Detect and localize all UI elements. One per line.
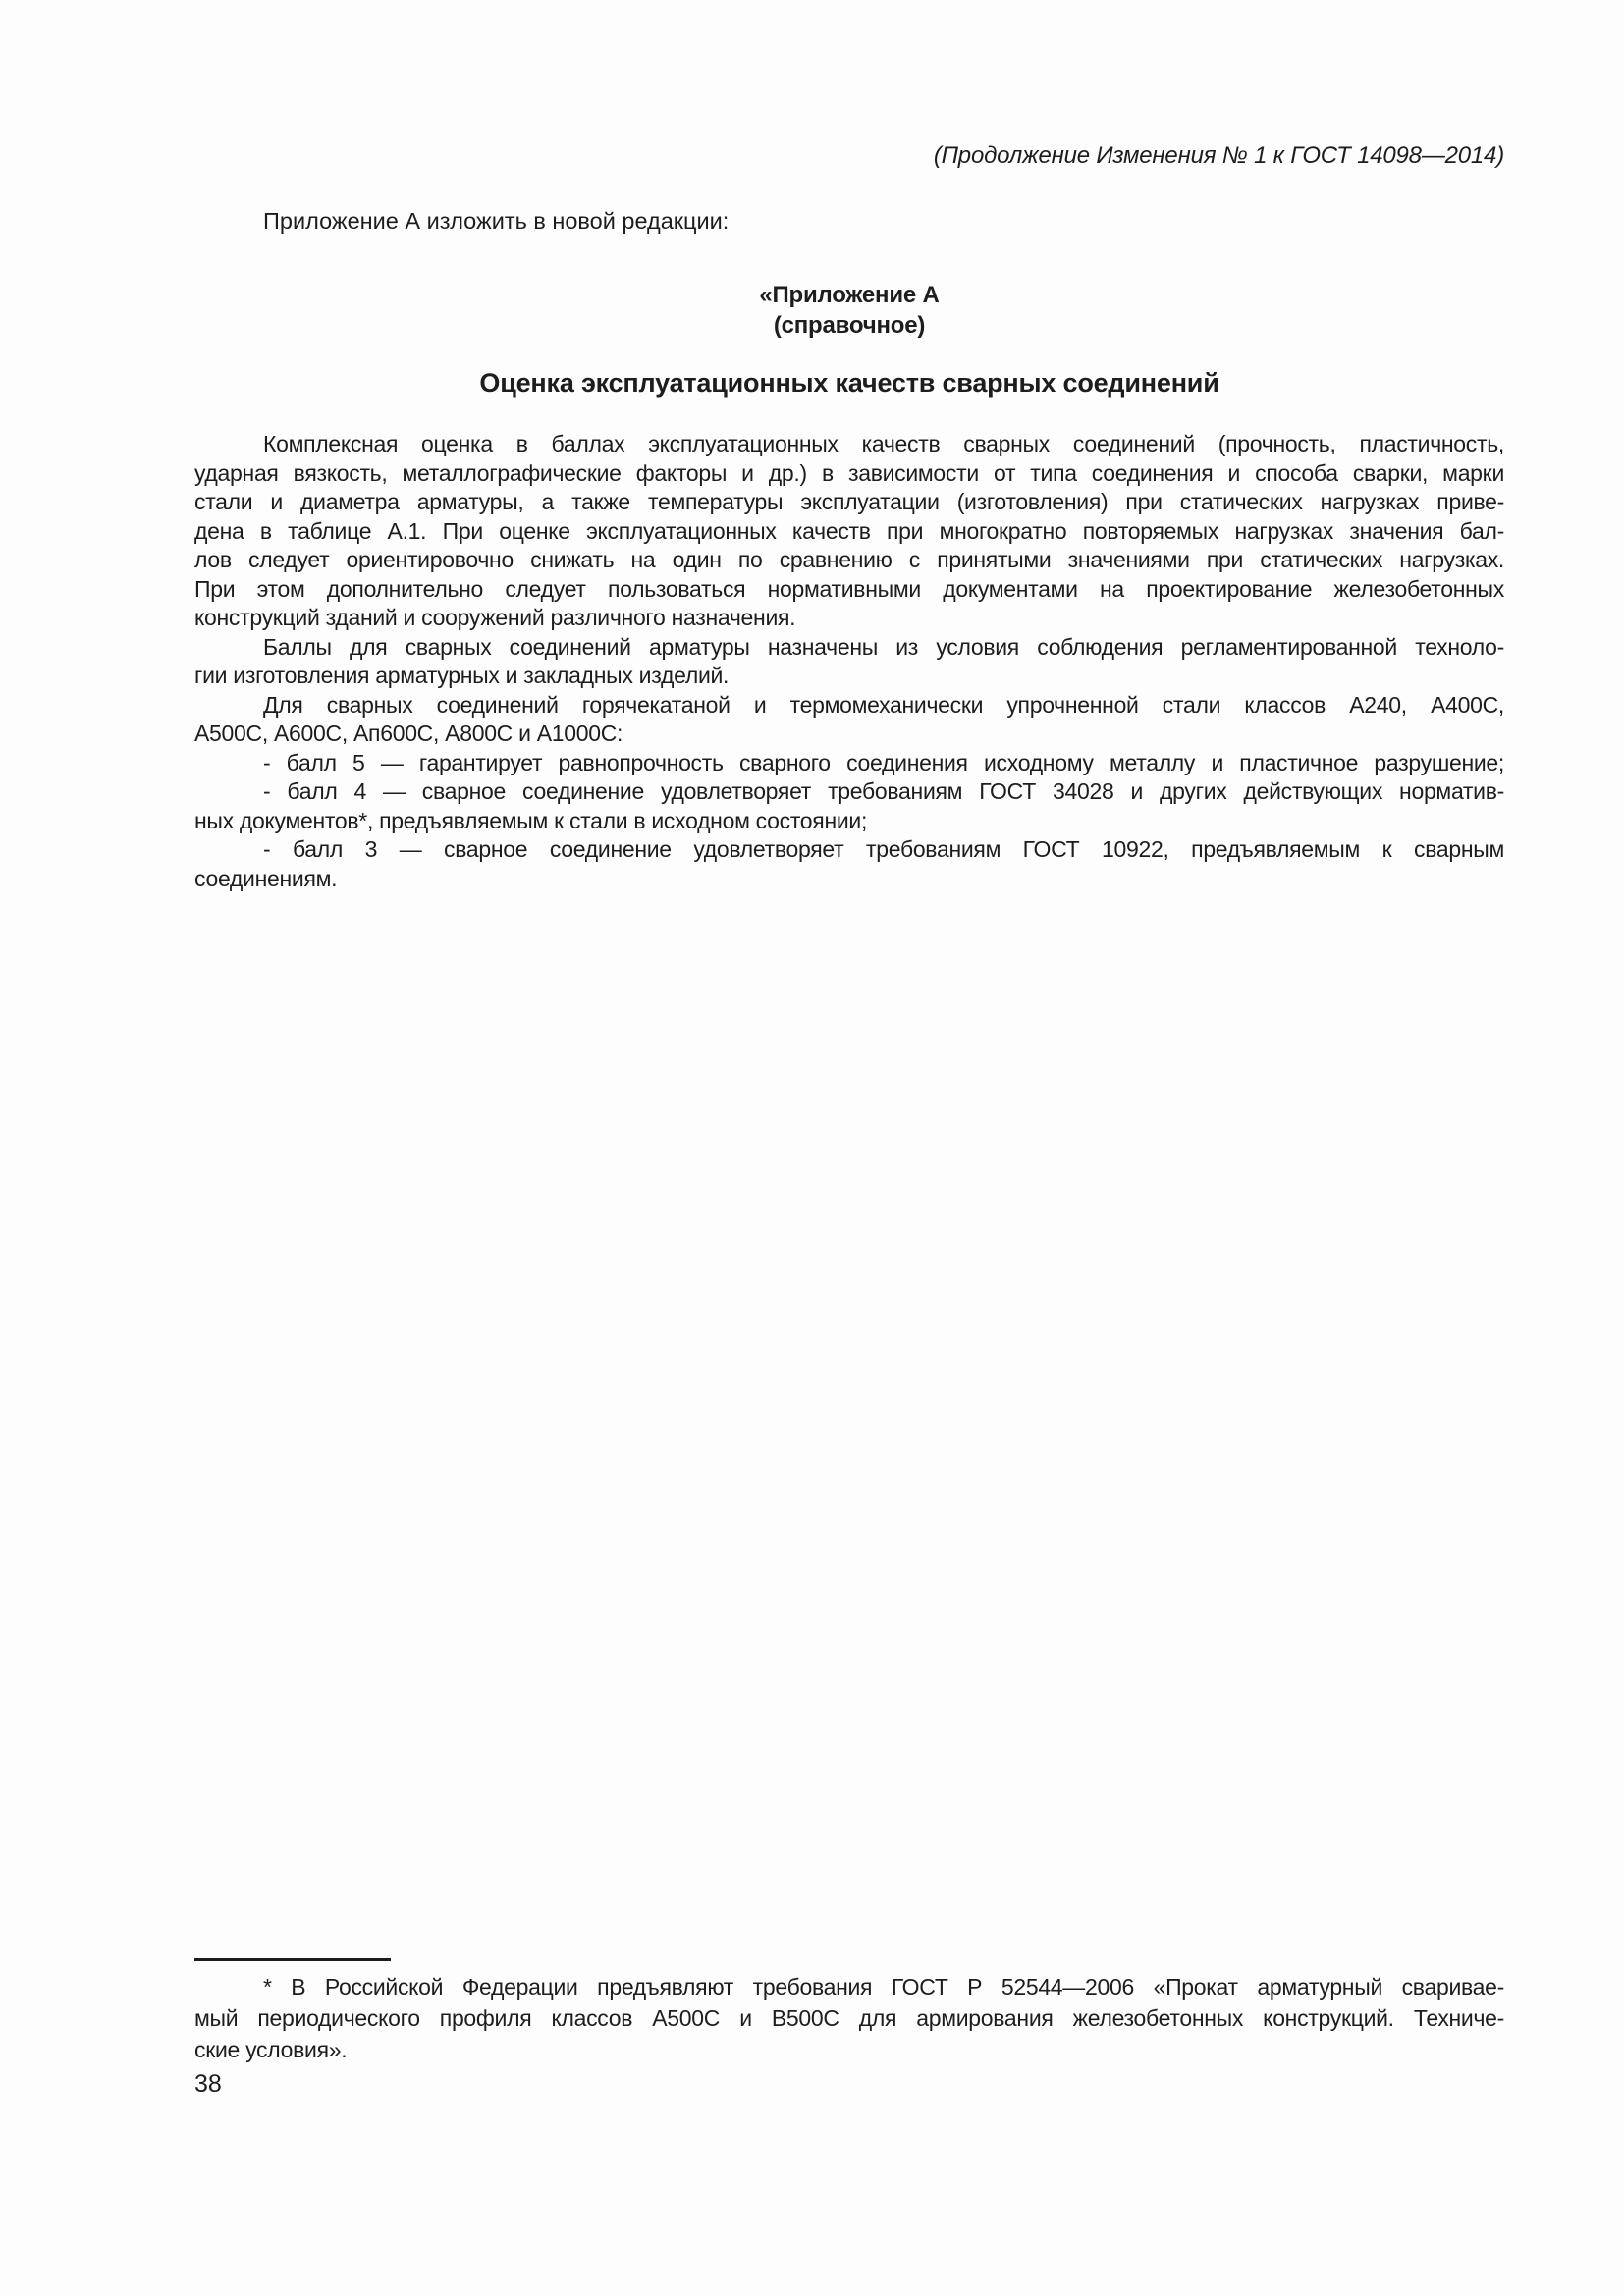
text-line: * В Российской Федерации предъявляют требования ГОСТ Р 52544—2006 «Прокат арматурный сваривае- bbox=[263, 1974, 1504, 2000]
text-line: Для сварных соединений горячекатаной и термомеханически упрочненной стали классов А240, А400С, bbox=[263, 691, 1504, 718]
text-line: ские условия». bbox=[194, 2037, 348, 2062]
text-line: гии изготовления арматурных и закладных изделий. bbox=[194, 663, 730, 688]
text-line: - балл 4 — сварное соединение удовлетворяет требованиям ГОСТ 34028 и других действующих норматив- bbox=[263, 778, 1504, 804]
section-title: Оценка эксплуатационных качеств сварных соединений bbox=[479, 368, 1219, 398]
intro-paragraph: Приложение А изложить в новой редакции: bbox=[263, 208, 730, 234]
text-line: мый периодического профиля классов А500С и В500С для армирования железобетонных конструкций. Техниче- bbox=[194, 2005, 1504, 2031]
text-line: При этом дополнительно следует пользоваться нормативными документами на проектирование железобетонных bbox=[194, 575, 1504, 602]
appendix-subheading: (справочное) bbox=[773, 312, 926, 339]
text-line: Комплексная оценка в баллах эксплуатационных качеств сварных соединений (прочность, пластичность, bbox=[263, 431, 1504, 456]
text-line: Баллы для сварных соединений арматуры назначены из условия соблюдения регламентированной техноло- bbox=[263, 633, 1504, 660]
text-line: ударная вязкость, металлографические факторы и др.) в зависимости от типа соединения и способа сварки, марки bbox=[194, 459, 1504, 486]
text-line: дена в таблице А.1. При оценке эксплуатационных качеств при многократно повторяемых нагрузках значения бал- bbox=[194, 517, 1504, 544]
header-note: (Продолжение Изменения № 1 к ГОСТ 14098—2014) bbox=[933, 142, 1504, 169]
text-line: - балл 3 — сварное соединение удовлетворяет требованиям ГОСТ 10922, предъявляемым к сварным bbox=[263, 836, 1504, 862]
text-line: - балл 5 — гарантирует равнопрочность сварного соединения исходному металлу и пластичное разрушение; bbox=[263, 749, 1504, 775]
text-line: соединениям. bbox=[194, 865, 338, 891]
footnote-divider bbox=[194, 1958, 391, 1961]
text-line: лов следует ориентировочно снижать на один по сравнению с принятыми значениями при статических нагрузках. bbox=[194, 547, 1504, 572]
body-text bbox=[194, 430, 1504, 893]
text-line: конструкций зданий и сооружений различного назначения. bbox=[194, 605, 796, 630]
text-line: ных документов*, предъявляемым к стали в исходном состоянии; bbox=[194, 807, 868, 833]
appendix-heading: «Приложение А bbox=[759, 282, 940, 308]
text-line: стали и диаметра арматуры, а также температуры эксплуатации (изготовления) при статических нагрузках приве- bbox=[194, 489, 1504, 514]
footnote-text bbox=[194, 1971, 1504, 2065]
text-line: А500С, А600С, Ап600С, А800С и А1000С: bbox=[194, 721, 623, 746]
page-number: 38 bbox=[194, 2070, 222, 2098]
